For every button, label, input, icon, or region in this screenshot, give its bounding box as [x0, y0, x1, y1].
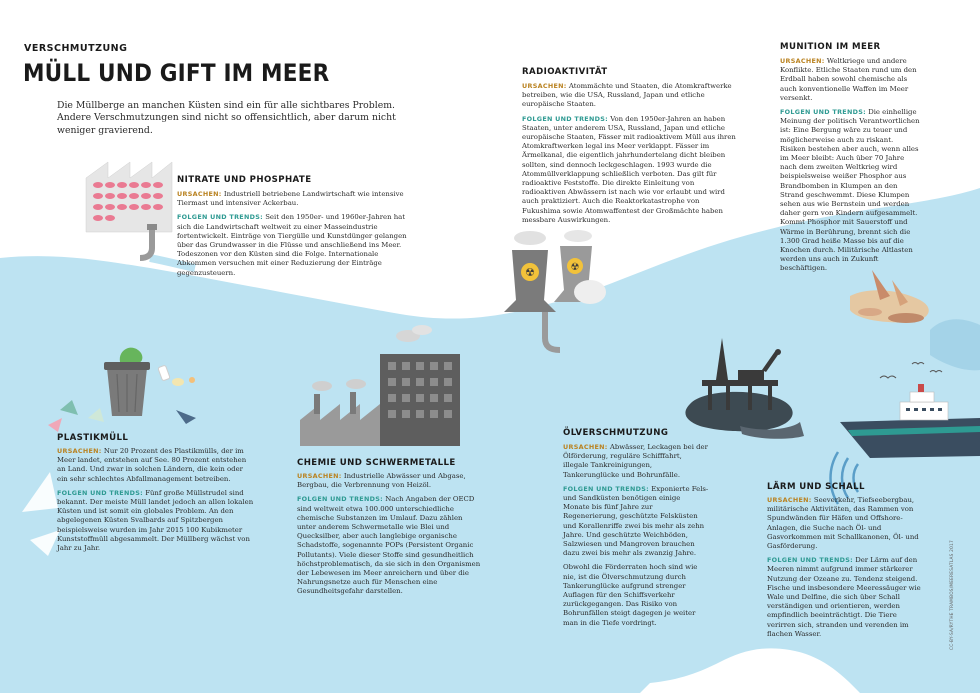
chemistry-effects: Nach Angaben der OECD sind weltweit etwa 100.000 unterschiedliche chemische Substanzen im Umlauf. Dazu zählen unter anderem Schwermetalle wie Blei und Quecksilber, aber auch langlebige organische Schadstoffe, sogenannte POPs (Persistent Organic Pollutants). Viele dieser Stoffe sind gesundheitlich höchstproblematisch, da sie sich in den Organismen der Lebewesen im Meer anreichern und über die Nahrungsnetze auch für Menschen eine Gesundheitsgefahr darstellen. [297, 495, 481, 596]
nitrate-text [177, 190, 410, 283]
oil-causes-label: URSACHEN: [563, 443, 608, 451]
chemistry-effects-label: FOLGEN UND TRENDS: [297, 495, 383, 504]
nuclear-plant-illustration [504, 230, 606, 312]
munition-causes: Weltkriege und andere Konflikte. Etliche Staaten rund um den Erdball haben sowohl chemische als auch konventionelle Waffen im Meer versenkt. [780, 57, 917, 102]
nitrate-effects: Seit den 1950er- und 1960er-Jahren hat sich die Landwirtschaft weltweit zu einer Masseindustrie fortentwickelt. Einträge von Tiergülle und Kunstdünger gelangen über das Grundwasser in die Flüsse und anschließend ins Meer. Todeszonen vor den Küsten sind die Folge. Internationale Abkommen versuchen mit einer Reduzierung der Einträge gegenzusteuern. [177, 213, 407, 277]
munition-causes-label: URSACHEN: [780, 57, 825, 65]
radioactivity-effects: Von den 1950er-Jahren an haben Staaten, unter anderem USA, Russland, Japan und etliche europäische Staaten, Fässer mit radioaktivem Müll aus ihren Atomkraftwerken legal ins Meer verklappt. Fässer im Ärmelkanal, die eigentlich jahrhundertelang dicht bleiben sollten, sind dennoch leckgeschlagen. 1993 wurde die Atommüllverklappung schließlich verboten. Das gilt für radioaktive Feststoffe. Die direkte Einleitung von radioaktiven Abwässern ist nach wie vor erlaubt und wird auch praktiziert. Auch die Reaktorkatastrophe von Fukushima sowie Atomwaffentest der Großmächte haben messbare Auswirkungen. [522, 114, 736, 224]
kicker: VERSCHMUTZUNG [24, 43, 128, 54]
plastic-causes: Nur 20 Prozent des Plastikmülls, der im Meer landet, entstehen auf See. 80 Prozent entstehen an Land. Und zwar in solchen Ländern, die kein oder ein sehr schlechtes Abfallmanagement betreiben. [57, 447, 247, 483]
nitrate-pipe [140, 230, 152, 258]
munition-text [780, 57, 920, 279]
plastic-text [57, 447, 255, 558]
radioactivity-text [522, 82, 736, 230]
nitrate-heading: NITRATE UND PHOSPHATE [177, 175, 312, 185]
nitrate-causes: Industriell betriebene Landwirtschaft wie intensive Tiermast und intensiver Ackerbau. [177, 190, 404, 208]
page-title: MÜLL UND GIFT IM MEER [23, 59, 330, 87]
oil-causes: Abwässer, Leckagen bei der Ölförderung, reguläre Schifffahrt, illegale Tankreinigungen, Tankerunglücke und Bohrunfälle. [563, 443, 708, 479]
radioactivity-causes: Atommächte und Staaten, die Atomkraftwerke betreiben, wie die USA, Russland, Japan und etliche europäische Staaten. [522, 82, 732, 109]
chemistry-causes-label: URSACHEN: [297, 472, 342, 480]
oil-heading: ÖLVERSCHMUTZUNG [563, 428, 669, 438]
plastic-effects: Fünf große Müllstrudel sind bekannt. Der meiste Müll landet jedoch an allen lokalen Küsten und ist somit ein globales Problem. An den abgelegenen Küsten Svalbards auf Spitzbergen beispielsweise wurden im Jahr 2015 100 Kubikmeter Kunststoffmüll abgesammelt. Der Müllberg wächst von Jahr zu Jahr. [57, 488, 254, 553]
noise-causes-label: URSACHEN: [767, 496, 812, 504]
chemistry-causes: Industrielle Abwässer und Abgase, Bergbau, die Verbrennung von Heizöl. [297, 472, 466, 490]
munition-heading: MUNITION IM MEER [780, 42, 881, 52]
intro-text: Die Müllberge an manchen Küsten sind ein für alle sichtbares Problem. Andere Verschmutzungen sind nicht so offensichtlich, aber darum nicht weniger gravierend. [57, 100, 396, 136]
oil-effects-label: FOLGEN UND TRENDS: [563, 484, 649, 493]
munition-effects: Die einhellige Meinung der politisch Verantwortlichen ist: Eine Bergung wäre zu teuer und möglicherweise auch zu riskant. Risiken bestehen aber auch, wenn alles im Meer bleibt: Auch über 70 Jahre nach dem zweiten Weltkrieg wird beispielsweise weißer Phosphor aus Brandbomben in Klumpen an den Strand geschwemmt. Diese Klumpen sehen aus wie Bernstein und werden daher gern von Kindern aufgesammelt. Kommt Phosphor mit Sauerstoff und Wärme in Berührung, brennt sich die 1.300 Grad heiße Masse bis auf die Knochen durch. Militärische Altlasten werden uns auch in Zukunft beschäftigen. [780, 108, 920, 273]
credit-line: CC-BY-SA/RYTHE TRAMBOS/MEERESATLAS 2017 [950, 540, 955, 650]
radioactivity-heading: RADIOAKTIVITÄT [522, 67, 608, 77]
nitrate-effects-label: FOLGEN UND TRENDS: [177, 213, 263, 222]
nitrate-causes-label: URSACHEN: [177, 190, 222, 198]
plastic-heading: PLASTIKMÜLL [57, 433, 129, 443]
chemistry-text [297, 472, 482, 602]
oil-text [563, 443, 709, 633]
plastic-causes-label: URSACHEN: [57, 447, 102, 455]
radioactivity-causes-label: URSACHEN: [522, 82, 567, 90]
svg-text:☢: ☢ [525, 266, 535, 279]
noise-heading: LÄRM UND SCHALL [767, 482, 865, 492]
svg-text:☢: ☢ [570, 262, 580, 273]
noise-text [767, 496, 927, 644]
chemistry-heading: CHEMIE UND SCHWERMETALLE [297, 458, 456, 468]
noise-effects-label: FOLGEN UND TRENDS: [767, 556, 853, 565]
farm-barn-illustration [86, 162, 172, 232]
radioactivity-effects-label: FOLGEN UND TRENDS: [522, 114, 608, 123]
munition-effects-label: FOLGEN UND TRENDS: [780, 108, 866, 117]
oil-effects: Exponierte Fels- und Sandküsten benötigen einige Monate bis fünf Jahre zur Regenerierung, geschützte Felsküsten und Korallenriffe zwei bis mehr als zehn Jahre. Und geschützte Weichböden, Salzwiesen und Mangroven brauchen dazu zwei bis mehr als zwanzig Jahre. [563, 484, 709, 558]
noise-causes: Seeverkehr, Tiefseebergbau, militärische Aktivitäten, das Rammen von Spundwänden für Häfen und Offshore-Anlagen, die Suche nach Öl- und Gasvorkommen mit Schallkanonen, Öl- und Gasförderung. [767, 496, 919, 551]
noise-effects: Der Lärm auf den Meeren nimmt aufgrund immer stärkerer Nutzung der Ozeane zu. Tendenz steigend. Fische und insbesondere Meeressäuger wie Wale und Delfine, die sich über Schall verständigen und orientieren, werden empfindlich beeinträchtigt. Die Tiere verirren sich, stranden und verenden im flachen Wasser. [767, 556, 921, 638]
oil-extra: Obwohl die Förderraten hoch sind wie nie, ist die Ölverschmutzung durch Tankerunglücke aufgrund strenger Auflagen für den Schiffsverkehr zurückgegangen. Das Risiko von Bohrunfällen steigt dagegen je weiter man in die Tiefe vordringt. [563, 563, 698, 627]
plastic-effects-label: FOLGEN UND TRENDS: [57, 488, 143, 497]
